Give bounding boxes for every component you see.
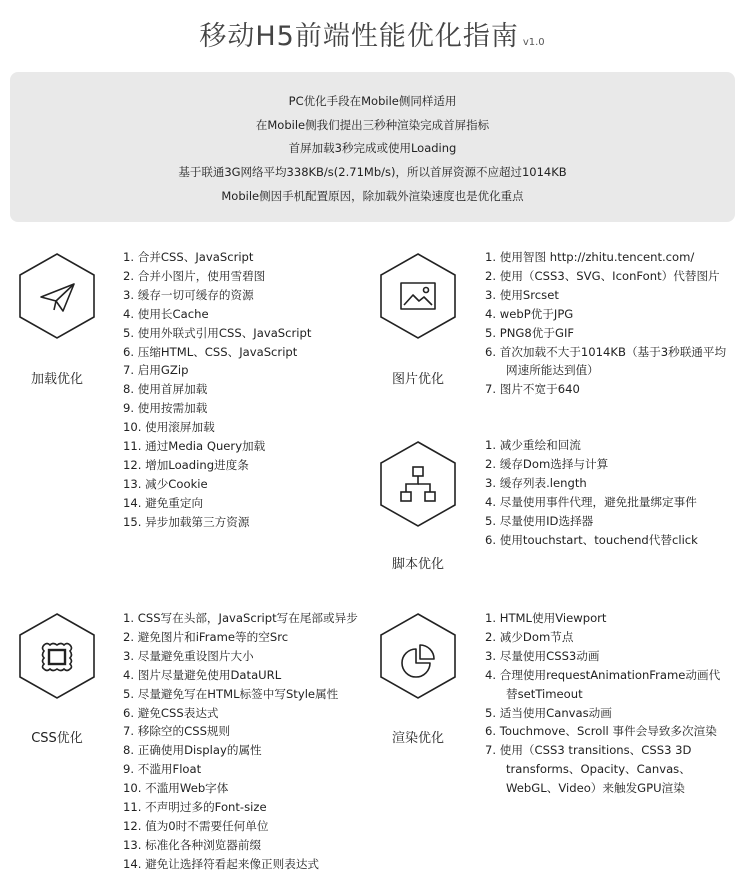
list-item: 15. 异步加载第三方资源: [123, 514, 250, 529]
paper-plane-icon: [19, 253, 95, 339]
list-item: 2. 使用（CSS3、SVG、IconFont）代替图片: [485, 268, 720, 283]
script-list: [485, 436, 698, 549]
list-item: 10. 不滥用Web字体: [123, 781, 229, 796]
page-title: [0, 14, 744, 53]
list-item: 7. 图片不宽于640: [485, 382, 580, 397]
css-label: CSS优化: [31, 731, 83, 746]
list-item: 4. 合理使用requestAnimationFrame动画代替setTimeout: [485, 667, 721, 701]
list-item: 7. 使用（CSS3 transitions、CSS3 3D transforms、Opacity、Canvas、WebGL、Video）来触发GPU渲染: [485, 743, 692, 796]
list-item: 13. 减少Cookie: [123, 476, 208, 491]
intro-box: [10, 72, 735, 222]
list-item: 13. 标准化各种浏览器前缀: [123, 837, 262, 852]
render-list: [485, 609, 735, 798]
pie-chart-icon: [380, 613, 456, 699]
script-hexagon: [380, 441, 456, 527]
list-item: 2. 避免图片和iFrame等的空Src: [123, 629, 289, 644]
list-item: 2. 减少Dom节点: [485, 629, 574, 644]
list-item: 6. Touchmove、Scroll 事件会导致多次渲染: [485, 724, 717, 739]
sitemap-icon: [380, 441, 456, 527]
title-text: 移动H5前端性能优化指南: [199, 21, 519, 52]
list-item: 6. 使用touchstart、touchend代替click: [485, 532, 698, 547]
list-item: 7. 启用GZip: [123, 363, 189, 378]
intro-line: 首屏加载3秒完成或使用Loading: [288, 141, 457, 156]
load-list: [123, 248, 311, 532]
list-item: 5. 尽量使用ID选择器: [485, 513, 594, 528]
list-item: 4. 使用长Cache: [123, 306, 209, 321]
list-item: 6. 避免CSS表达式: [123, 705, 219, 720]
list-item: 12. 值为0时不需要任何单位: [123, 818, 269, 833]
load-label: 加载优化: [30, 372, 83, 387]
list-item: 2. 合并小图片，使用雪碧图: [123, 268, 266, 283]
list-item: 1. 使用智图 http://zhitu.tencent.com/: [485, 250, 695, 264]
list-item: 1. 减少重绘和回流: [485, 438, 581, 452]
list-item: 10. 使用滚屏加载: [123, 420, 215, 435]
list-item: 6. 首次加载不大于1014KB（基于3秒联通平均网速所能达到值）: [485, 344, 727, 378]
intro-line: 在Mobile侧我们提出三秒种渲染完成首屏指标: [255, 117, 490, 132]
list-item: 12. 增加Loading进度条: [123, 457, 249, 472]
picture-icon: [380, 253, 456, 339]
list-item: 2. 缓存Dom选择与计算: [485, 456, 609, 471]
list-item: 5. PNG8优于GIF: [485, 325, 575, 340]
intro-line: Mobile侧因手机配置原因，除加载外渲染速度也是优化重点: [221, 188, 524, 203]
image-label: 图片优化: [391, 372, 444, 387]
css-hexagon: [19, 613, 95, 699]
render-label: 渲染优化: [391, 731, 444, 746]
list-item: 9. 不滥用Float: [123, 762, 202, 777]
list-item: 3. 缓存列表.length: [485, 475, 587, 490]
list-item: 14. 避免让选择符看起来像正则表达式: [123, 856, 320, 871]
list-item: 8. 正确使用Display的属性: [123, 743, 262, 758]
list-item: 5. 适当使用Canvas动画: [485, 705, 612, 720]
render-hexagon: [380, 613, 456, 699]
list-item: 9. 使用按需加载: [123, 401, 208, 416]
load-hexagon: [19, 253, 95, 339]
list-item: 7. 移除空的CSS规则: [123, 724, 231, 739]
list-item: 3. 缓存一切可缓存的资源: [123, 287, 254, 302]
list-item: 1. CSS写在头部，JavaScript写在尾部或异步: [123, 611, 358, 625]
list-item: 3. 尽量避免重设图片大小: [123, 648, 254, 663]
list-item: 8. 使用首屏加载: [123, 382, 208, 397]
list-item: 14. 避免重定向: [123, 495, 204, 510]
list-item: 4. webP优于JPG: [485, 306, 574, 321]
list-item: 4. 尽量使用事件代理，避免批量绑定事件: [485, 494, 697, 509]
list-item: 1. HTML使用Viewport: [485, 611, 607, 625]
list-item: 6. 压缩HTML、CSS、JavaScript: [123, 344, 298, 359]
image-list: [485, 248, 730, 399]
image-hexagon: [380, 253, 456, 339]
intro-line: 基于联通3G网络平均338KB/s(2.71Mb/s)，所以首屏资源不应超过1014KB: [178, 165, 567, 180]
stamp-frame-icon: [19, 613, 95, 699]
list-item: 5. 尽量避免写在HTML标签中写Style属性: [123, 686, 339, 701]
list-item: 11. 不声明过多的Font-size: [123, 800, 267, 815]
version-label: v1.0: [522, 37, 545, 48]
list-item: 3. 使用Srcset: [485, 287, 559, 302]
list-item: 4. 图片尽量避免使用DataURL: [123, 667, 282, 682]
css-list: [123, 609, 358, 874]
list-item: 5. 使用外联式引用CSS、JavaScript: [123, 325, 312, 340]
list-item: 11. 通过Media Query加载: [123, 439, 266, 454]
list-item: 3. 尽量使用CSS3动画: [485, 648, 600, 663]
script-label: 脚本优化: [391, 557, 444, 572]
list-item: 1. 合并CSS、JavaScript: [123, 250, 254, 264]
intro-line: PC优化手段在Mobile侧同样适用: [288, 94, 457, 108]
